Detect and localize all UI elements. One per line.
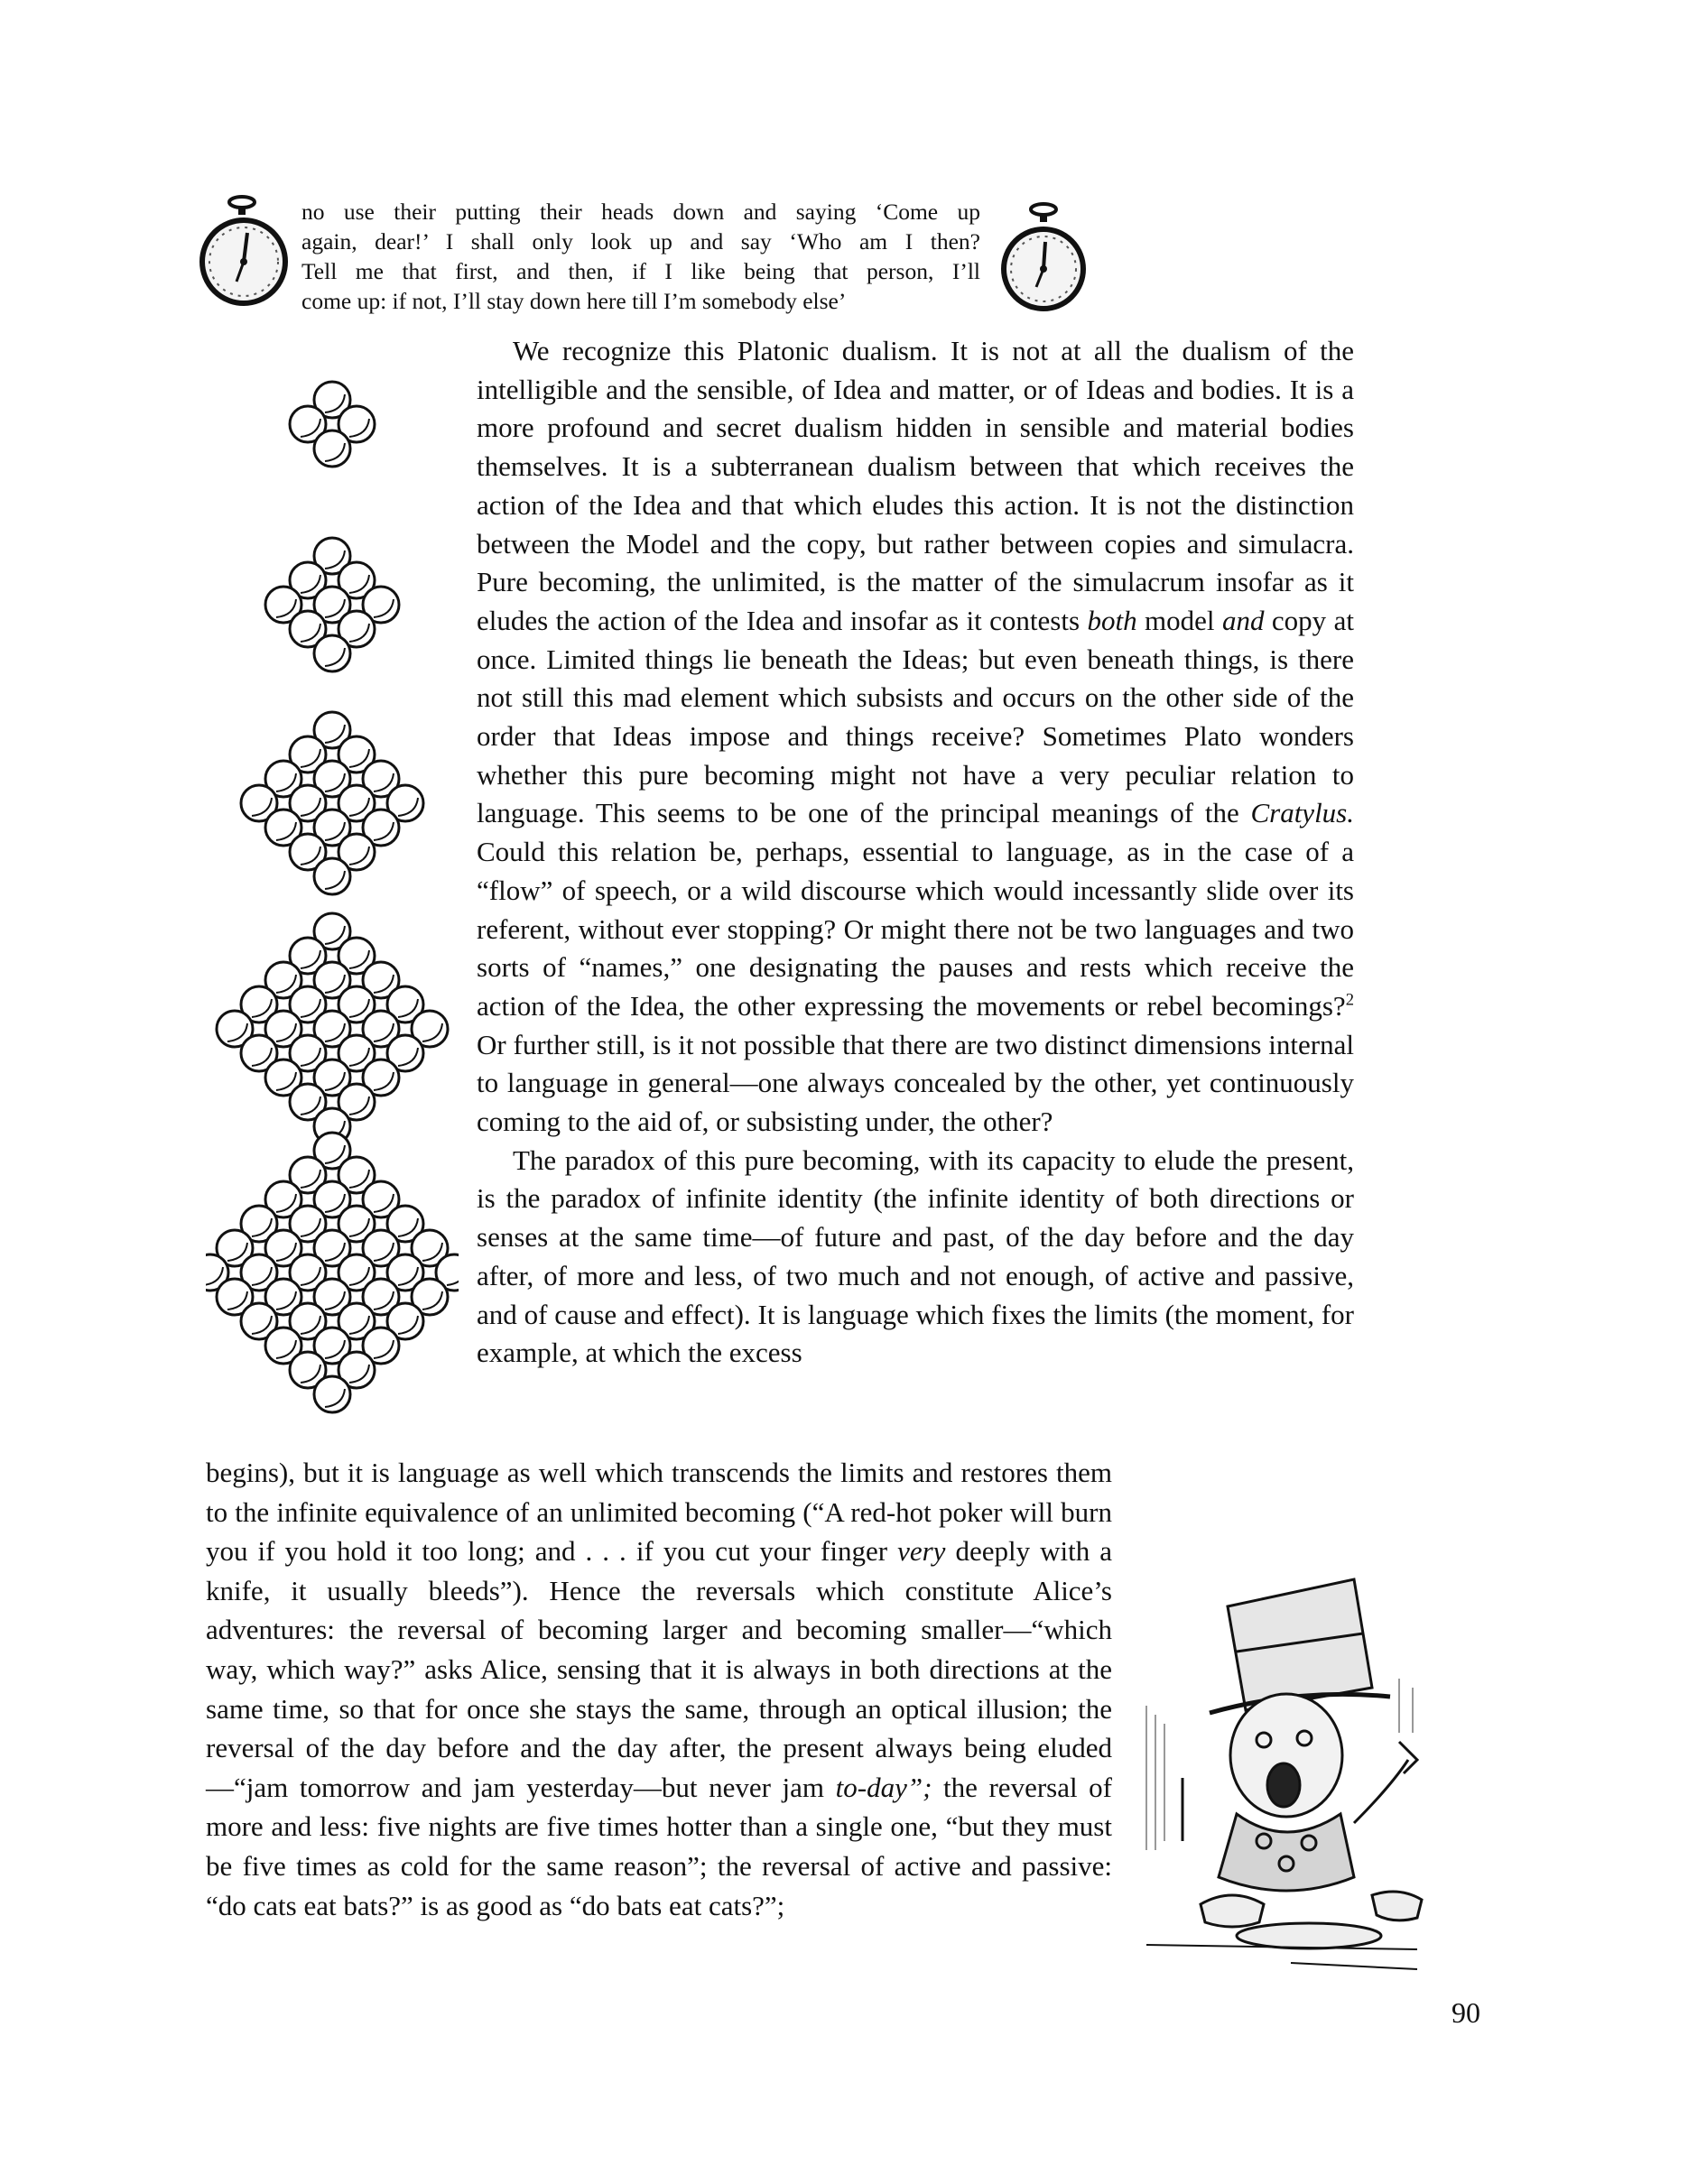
- diamond-circle: [314, 858, 350, 894]
- diamond-circle: [314, 635, 350, 671]
- paragraph-platonic-dualism: We recognize this Platonic dualism. It is not at all the dualism of the intelligible and the sensible, of Idea and matter, or of Ideas and bodies. It is a more profound and secret dualism hidden in sensible and material bodies themselves. It is a subterranean dualism between that which receives the action of the Idea and that which eludes this action. It is not the distinction between the Model and the copy, but rather between copies and simulacra. Pure becoming, the unlimited, is the matter of the simulacrum insofar as it eludes the action of the Idea and insofar as it contests both model and copy at once. Limited things lie beneath the Ideas; but even beneath things, is there not still this mad element which subsists and occurs on the other side of the order that Ideas impose and things receive? Sometimes Plato wonders whether this pure becoming might not have a very peculiar relation to language. This seems to be one of the principal meanings of the Cratylus. Could this relation be, perhaps, essential to language, as in the case of a “flow” of speech, or a wild discourse which would incessantly slide over its referent, without ever stopping? Or might there not be two languages and two sorts of “names,” one designating the pauses and rests which receive the action of the Idea, the other expressing the movements or rebel becomings?$^2$ Or further still, is it not possible that there are two distinct dimensions internal to language in general—one always concealed by the other, yet continuously coming to the aid of, or subsisting under, the other?: [477, 335, 1354, 1138]
- epigraph-line: again, dear!’ I shall only look up and say ‘Who am I then?: [301, 228, 980, 254]
- circle-diamonds-illustration: [206, 379, 459, 1417]
- circle-diamond-figure: [265, 538, 399, 671]
- epigraph-line: Tell me that first, and then, if I like being that person, I’ll: [301, 258, 980, 284]
- main-text-column: [477, 332, 1354, 1373]
- circle-diamond-figure: [206, 1133, 459, 1412]
- pocket-watch-right-icon: [991, 200, 1092, 319]
- page-number: 90: [1451, 1996, 1480, 2029]
- lower-text-block: [206, 1453, 1112, 1925]
- paragraph-reversals: begins), but it is language as well which transcends the limits and restores them to the infinite equivalence of an unlimited becoming (“A red-hot poker will burn you if you hold it too long; and . . . if you cut your finger very deeply with a knife, it usually bleeds”). Hence the reversals which constitute Alice’s adventures: the reversal of becoming larger and becoming smaller—“which way, which way?” asks Alice, sensing that it is always in both directions at the same time, so that for once she stays the same, through an optical illusion; the reversal of the day before and the day after, the present always being eluded—“jam tomorrow and jam yesterday—but never jam to-day”; the reversal of more and less: five nights are five times hotter than a single one, “but they must be five times as cold for the same reason”; the reversal of active and passive: “do cats eat bats?” is as good as “do bats eat cats?”;: [206, 1457, 1113, 1921]
- circle-diamond-figure: [241, 712, 423, 894]
- pocket-watch-left-icon: [199, 193, 300, 312]
- diamond-circle: [314, 1376, 350, 1412]
- mad-hatter-illustration: [1128, 1552, 1435, 1976]
- paragraph-paradox: The paradox of this pure becoming, with its capacity to elude the present, is the paradox of infinite identity (the infinite identity of both directions or senses at the same time—of future and past, of the day before and the day after, of more and less, of two much and not enough, of active and passive, and of cause and effect). It is language which fixes the limits (the moment, for example, at which the excess: [477, 1143, 1354, 1369]
- circle-diamond-figure: [290, 382, 375, 467]
- circle-diamond-figure: [217, 913, 448, 1144]
- footnote-marker: 2: [1345, 990, 1354, 1010]
- epigraph-line: no use their putting their heads down and saying ‘Come up: [301, 199, 980, 225]
- epigraph-line: come up: if not, I’ll stay down here till I’m somebody else’: [301, 288, 847, 314]
- epigraph-quote: [301, 197, 980, 316]
- diamond-circle: [314, 430, 350, 467]
